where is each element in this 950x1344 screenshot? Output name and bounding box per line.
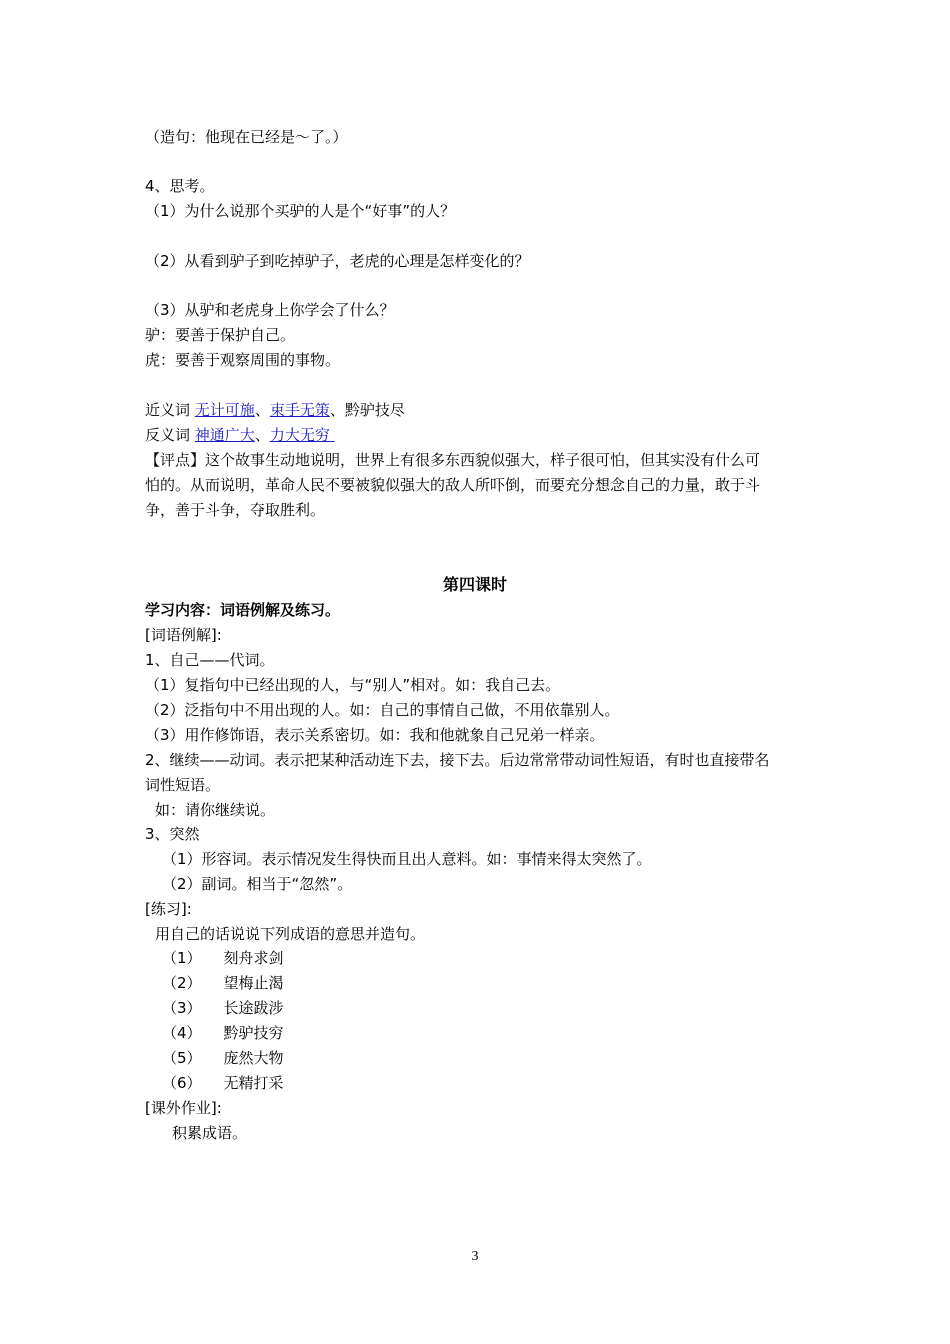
word-1-usage-3: （3）用作修饰语，表示关系密切。如：我和他就象自己兄弟一样亲。 bbox=[145, 726, 605, 744]
homework-heading: [课外作业]: bbox=[145, 1099, 222, 1117]
question-1: （1）为什么说那个买驴的人是个“好事”的人？ bbox=[145, 202, 456, 220]
practice-heading: [练习]: bbox=[145, 900, 192, 918]
idiom-text: 无精打采 bbox=[223, 1074, 284, 1092]
idiom-number: （1） bbox=[162, 949, 202, 967]
idiom-item bbox=[162, 946, 832, 971]
idiom-number: （3） bbox=[162, 999, 202, 1017]
practice-intro: 用自己的话说说下列成语的意思并造句。 bbox=[155, 925, 426, 943]
synonym-separator: 、 bbox=[254, 401, 270, 419]
antonyms-label: 反义词 bbox=[145, 426, 191, 444]
word-3-usage-2: （2）副词。相当于“忽然”。 bbox=[162, 875, 353, 893]
page-number: 3 bbox=[471, 1249, 479, 1264]
word-2-line-2: 词性短语。 bbox=[145, 776, 221, 794]
antonym-trailing-underline bbox=[330, 426, 335, 444]
idiom-item bbox=[162, 996, 832, 1021]
word-1-usage-2: （2）泛指句中不用出现的人。如：自己的事情自己做，不用依靠别人。 bbox=[145, 701, 620, 719]
antonym-separator: 、 bbox=[254, 426, 270, 444]
idiom-text: 刻舟求剑 bbox=[223, 949, 284, 967]
word-2-line-1: 2、继续——动词。表示把某种活动连下去，接下去。后边常常带动词性短语，有时也直接带名 bbox=[145, 751, 770, 769]
question-3: （3）从驴和老虎身上你学会了什么？ bbox=[145, 301, 395, 319]
antonym-link-1[interactable]: 神通广大 bbox=[194, 426, 255, 444]
comment-line-2: 怕的。从而说明，革命人民不要被貌似强大的敌人所吓倒，而要充分想念自己的力量，敢于斗 bbox=[145, 476, 761, 494]
word-3-usage-1: （1）形容词。表示情况发生得快而且出人意料。如：事情来得太突然了。 bbox=[162, 850, 652, 868]
word-2-example: 如：请你继续说。 bbox=[155, 801, 276, 819]
word-1-heading: 1、自己——代词。 bbox=[145, 651, 275, 669]
synonym-link-2[interactable]: 束手无策 bbox=[269, 401, 330, 419]
idiom-number: （4） bbox=[162, 1024, 202, 1042]
learning-content: 学习内容：词语例解及练习。 bbox=[145, 601, 341, 619]
donkey-answer: 驴：要善于保护自己。 bbox=[145, 326, 296, 344]
idiom-text: 长途跋涉 bbox=[223, 999, 284, 1017]
homework-text: 积累成语。 bbox=[172, 1124, 248, 1142]
idiom-number: （6） bbox=[162, 1074, 202, 1092]
synonyms-label: 近义词 bbox=[145, 401, 191, 419]
comment-line-1: 【评点】这个故事生动地说明，世界上有很多东西貌似强大，样子很可怕，但其实没有什么可 bbox=[145, 451, 761, 469]
synonym-rest: 、黔驴技尽 bbox=[329, 401, 405, 419]
question-2: （2）从看到驴子到吃掉驴子，老虎的心理是怎样变化的？ bbox=[145, 252, 530, 270]
word-3-heading: 3、突然 bbox=[145, 825, 200, 843]
idiom-text: 黔驴技穷 bbox=[223, 1024, 284, 1042]
idiom-text: 庞然大物 bbox=[223, 1049, 284, 1067]
tiger-answer: 虎：要善于观察周围的事物。 bbox=[145, 351, 341, 369]
idiom-number: （2） bbox=[162, 974, 202, 992]
word-1-usage-1: （1）复指句中已经出现的人，与“别人”相对。如：我自己去。 bbox=[145, 676, 561, 694]
think-heading: 4、思考。 bbox=[145, 177, 215, 195]
comment-line-3: 争，善于斗争，夺取胜利。 bbox=[145, 501, 326, 519]
synonym-link-1[interactable]: 无计可施 bbox=[194, 401, 255, 419]
idiom-item bbox=[162, 971, 832, 996]
idiom-text: 望梅止渴 bbox=[223, 974, 284, 992]
idiom-item bbox=[162, 1021, 832, 1046]
examples-heading: [词语例解]: bbox=[145, 626, 222, 644]
idiom-number: （5） bbox=[162, 1049, 202, 1067]
idiom-item bbox=[162, 1046, 832, 1071]
idiom-item bbox=[162, 1071, 832, 1096]
synonyms-line bbox=[145, 398, 815, 423]
lesson-title: 第四课时 bbox=[442, 575, 507, 594]
antonym-link-2[interactable]: 力大无穷 bbox=[269, 426, 330, 444]
antonyms-line bbox=[145, 423, 815, 448]
sentence-example: （造句：他现在已经是～了。） bbox=[145, 128, 348, 146]
